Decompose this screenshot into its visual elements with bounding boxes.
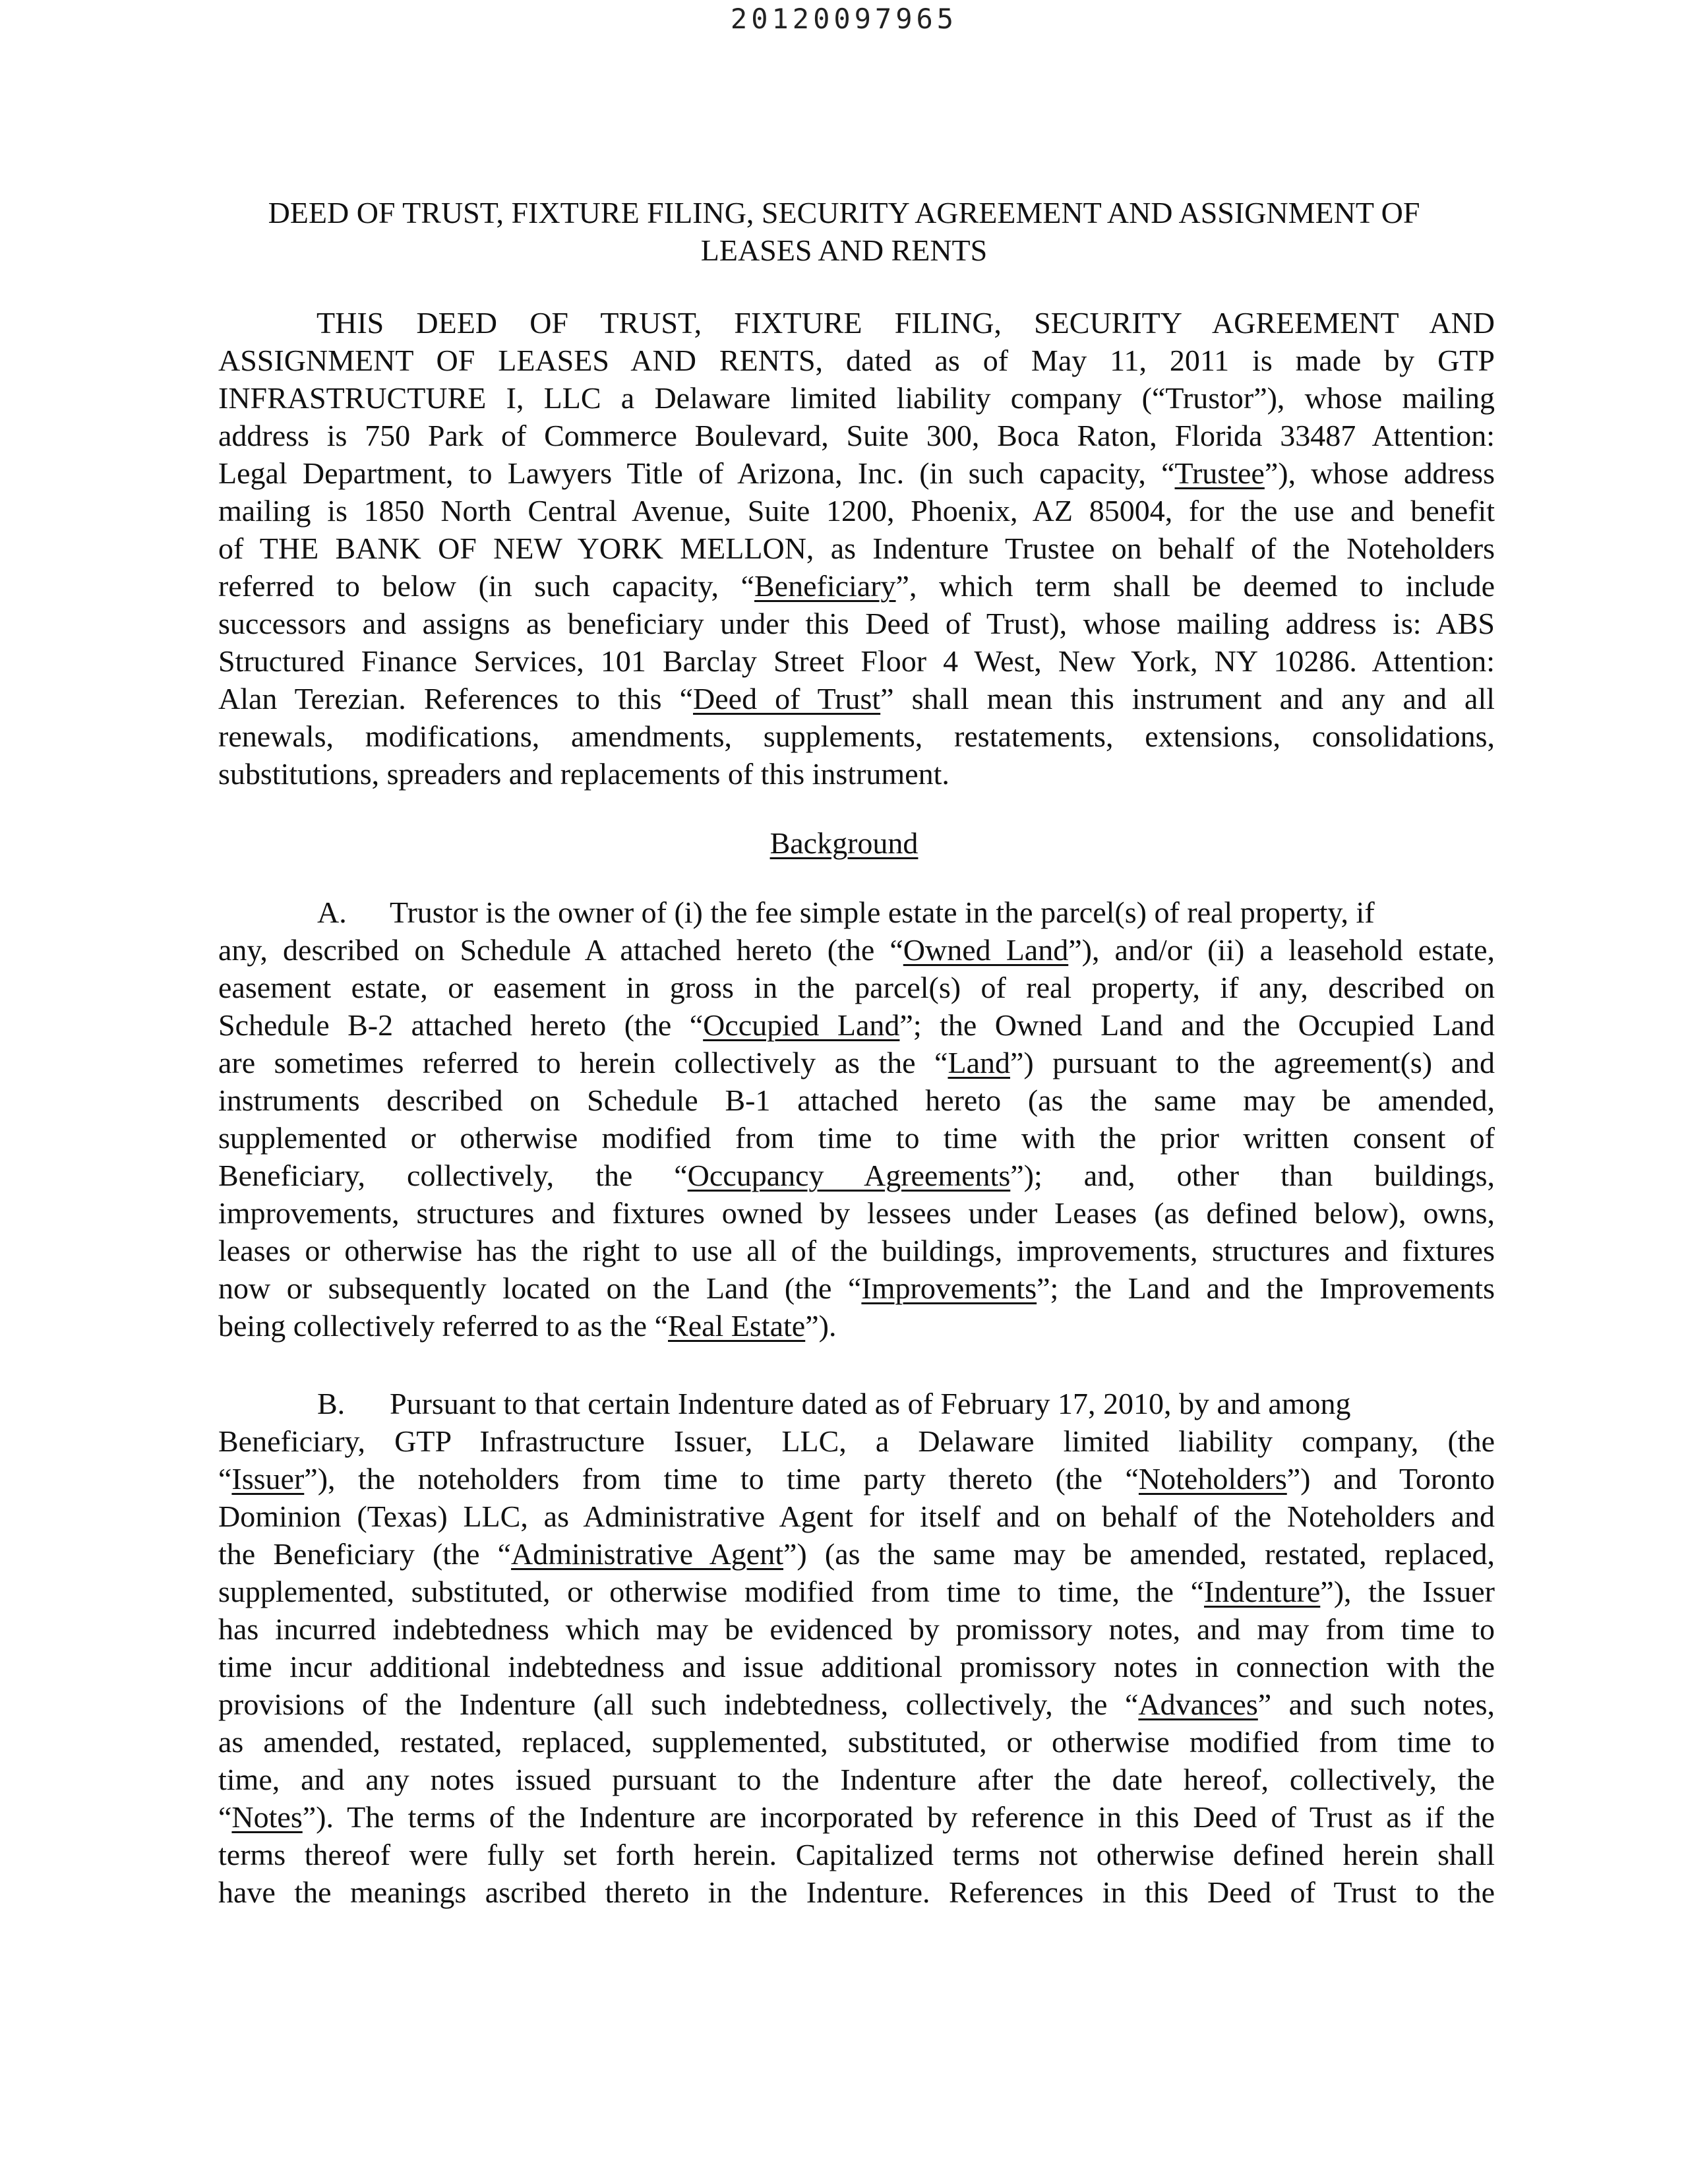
section-heading-background: Background xyxy=(769,826,919,860)
paragraph-marker: A. xyxy=(317,895,347,929)
paragraph-marker: B. xyxy=(317,1387,346,1420)
document-number: 20120097965 xyxy=(730,3,958,35)
defined-term-occupancy-agreements: Occupancy Agreements xyxy=(687,1159,1011,1192)
defined-term-occupied-land: Occupied Land xyxy=(703,1008,900,1042)
defined-term-administrative-agent: Administrative Agent xyxy=(511,1537,784,1571)
text-line: supplemented or otherwise modified from time to time with the prior written consent of xyxy=(218,1121,1495,1155)
text-line: now or subsequently located on the Land (the “Improvements”; the Land and the Improvements xyxy=(218,1271,1495,1305)
text-line: address is 750 Park of Commerce Boulevard, Suite 300, Boca Raton, Florida 33487 Attention: xyxy=(218,419,1495,452)
text-line: Beneficiary, collectively, the “Occupancy Agreements”); and, other than buildings, xyxy=(218,1159,1495,1192)
paragraph-a xyxy=(218,894,1495,1345)
text-line: referred to below (in such capacity, “Beneficiary”, which term shall be deemed to include xyxy=(218,569,1495,603)
text-line: mailing is 1850 North Central Avenue, Suite 1200, Phoenix, AZ 85004, for the use and benefit xyxy=(218,494,1495,528)
text-line: successors and assigns as beneficiary under this Deed of Trust), whose mailing address is: ABS xyxy=(218,607,1495,640)
defined-term-indenture: Indenture xyxy=(1204,1575,1321,1608)
text-line: of THE BANK OF NEW YORK MELLON, as Indenture Trustee on behalf of the Noteholders xyxy=(218,531,1495,565)
defined-term-trustee: Trustee xyxy=(1174,456,1265,490)
defined-term-noteholders: Noteholders xyxy=(1138,1462,1287,1496)
intro-paragraph xyxy=(218,304,1495,793)
text-line: has incurred indebtedness which may be evidenced by promissory notes, and may from time to xyxy=(218,1612,1495,1646)
text-line: time incur additional indebtedness and issue additional promissory notes in connection with the xyxy=(218,1650,1495,1684)
text-line: are sometimes referred to herein collectively as the “Land”) pursuant to the agreement(s) and xyxy=(218,1046,1495,1079)
defined-term-advances: Advances xyxy=(1138,1687,1258,1721)
defined-term-notes: Notes xyxy=(231,1800,303,1834)
text-line: the Beneficiary (the “Administrative Agent”) (as the same may be amended, restated, replaced, xyxy=(218,1537,1495,1571)
text-line: as amended, restated, replaced, supplemented, substituted, or otherwise modified from time to xyxy=(218,1725,1495,1759)
text-line: Structured Finance Services, 101 Barclay Street Floor 4 West, New York, NY 10286. Attention: xyxy=(218,644,1495,678)
defined-term-real-estate: Real Estate xyxy=(668,1309,806,1343)
document-title xyxy=(0,194,1688,269)
text-line: have the meanings ascribed thereto in the Indenture. References in this Deed of Trust to the xyxy=(218,1875,1495,1909)
text-line: being collectively referred to as the “Real Estate”). xyxy=(218,1309,837,1343)
text-line: time, and any notes issued pursuant to the Indenture after the date hereof, collectively, the xyxy=(218,1763,1495,1796)
text-line: instruments described on Schedule B-1 attached hereto (as the same may be amended, xyxy=(218,1083,1495,1117)
title-line-2: LEASES AND RENTS xyxy=(700,233,988,267)
text-line: improvements, structures and fixtures owned by lessees under Leases (as defined below), owns, xyxy=(218,1196,1495,1230)
text-line: renewals, modifications, amendments, supplements, restatements, extensions, consolidations, xyxy=(218,719,1495,753)
defined-term-land: Land xyxy=(948,1046,1010,1079)
text-line: Beneficiary, GTP Infrastructure Issuer, LLC, a Delaware limited liability company, (the xyxy=(218,1424,1495,1458)
text-line: any, described on Schedule A attached hereto (the “Owned Land”), and/or (ii) a leasehold estate, xyxy=(218,933,1495,967)
defined-term-beneficiary: Beneficiary xyxy=(754,569,896,603)
defined-term-owned-land: Owned Land xyxy=(903,933,1069,967)
title-line-1: DEED OF TRUST, FIXTURE FILING, SECURITY AGREEMENT AND ASSIGNMENT OF xyxy=(268,196,1420,229)
paragraph-b xyxy=(218,1385,1495,1911)
defined-term-improvements: Improvements xyxy=(861,1271,1037,1305)
text-line: Legal Department, to Lawyers Title of Arizona, Inc. (in such capacity, “Trustee”), whose address xyxy=(218,456,1495,490)
text-line: “Notes”). The terms of the Indenture are incorporated by reference in this Deed of Trust as if the xyxy=(218,1800,1495,1834)
text-line: B. Pursuant to that certain Indenture dated as of February 17, 2010, by and among xyxy=(218,1385,1495,1422)
text-line: INFRASTRUCTURE I, LLC a Delaware limited liability company (“Trustor”), whose mailing xyxy=(218,381,1495,415)
text-line: THIS DEED OF TRUST, FIXTURE FILING, SECURITY AGREEMENT AND xyxy=(316,306,1495,340)
text-line: provisions of the Indenture (all such indebtedness, collectively, the “Advances” and such notes, xyxy=(218,1687,1495,1721)
text-line: Dominion (Texas) LLC, as Administrative Agent for itself and on behalf of the Noteholders and xyxy=(218,1500,1495,1533)
text-line: ASSIGNMENT OF LEASES AND RENTS, dated as of May 11, 2011 is made by GTP xyxy=(218,344,1495,377)
text-line: supplemented, substituted, or otherwise modified from time to time, the “Indenture”), the Issuer xyxy=(218,1575,1495,1608)
text-line: Alan Terezian. References to this “Deed of Trust” shall mean this instrument and any and all xyxy=(218,682,1495,715)
text-line: leases or otherwise has the right to use all of the buildings, improvements, structures and fixtures xyxy=(218,1234,1495,1267)
text-line: Schedule B-2 attached hereto (the “Occupied Land”; the Owned Land and the Occupied Land xyxy=(218,1008,1495,1042)
text-line: substitutions, spreaders and replacements of this instrument. xyxy=(218,757,950,791)
defined-term-deed-of-trust: Deed of Trust xyxy=(693,682,881,715)
text-line: A. Trustor is the owner of (i) the fee simple estate in the parcel(s) of real property, if xyxy=(218,894,1495,931)
text-line: terms thereof were fully set forth herein. Capitalized terms not otherwise defined herein shall xyxy=(218,1838,1495,1871)
text-line: easement estate, or easement in gross in the parcel(s) of real property, if any, described on xyxy=(218,971,1495,1004)
text-line: “Issuer”), the noteholders from time to time party thereto (the “Noteholders”) and Toronto xyxy=(218,1462,1495,1496)
defined-term-issuer: Issuer xyxy=(231,1462,305,1496)
